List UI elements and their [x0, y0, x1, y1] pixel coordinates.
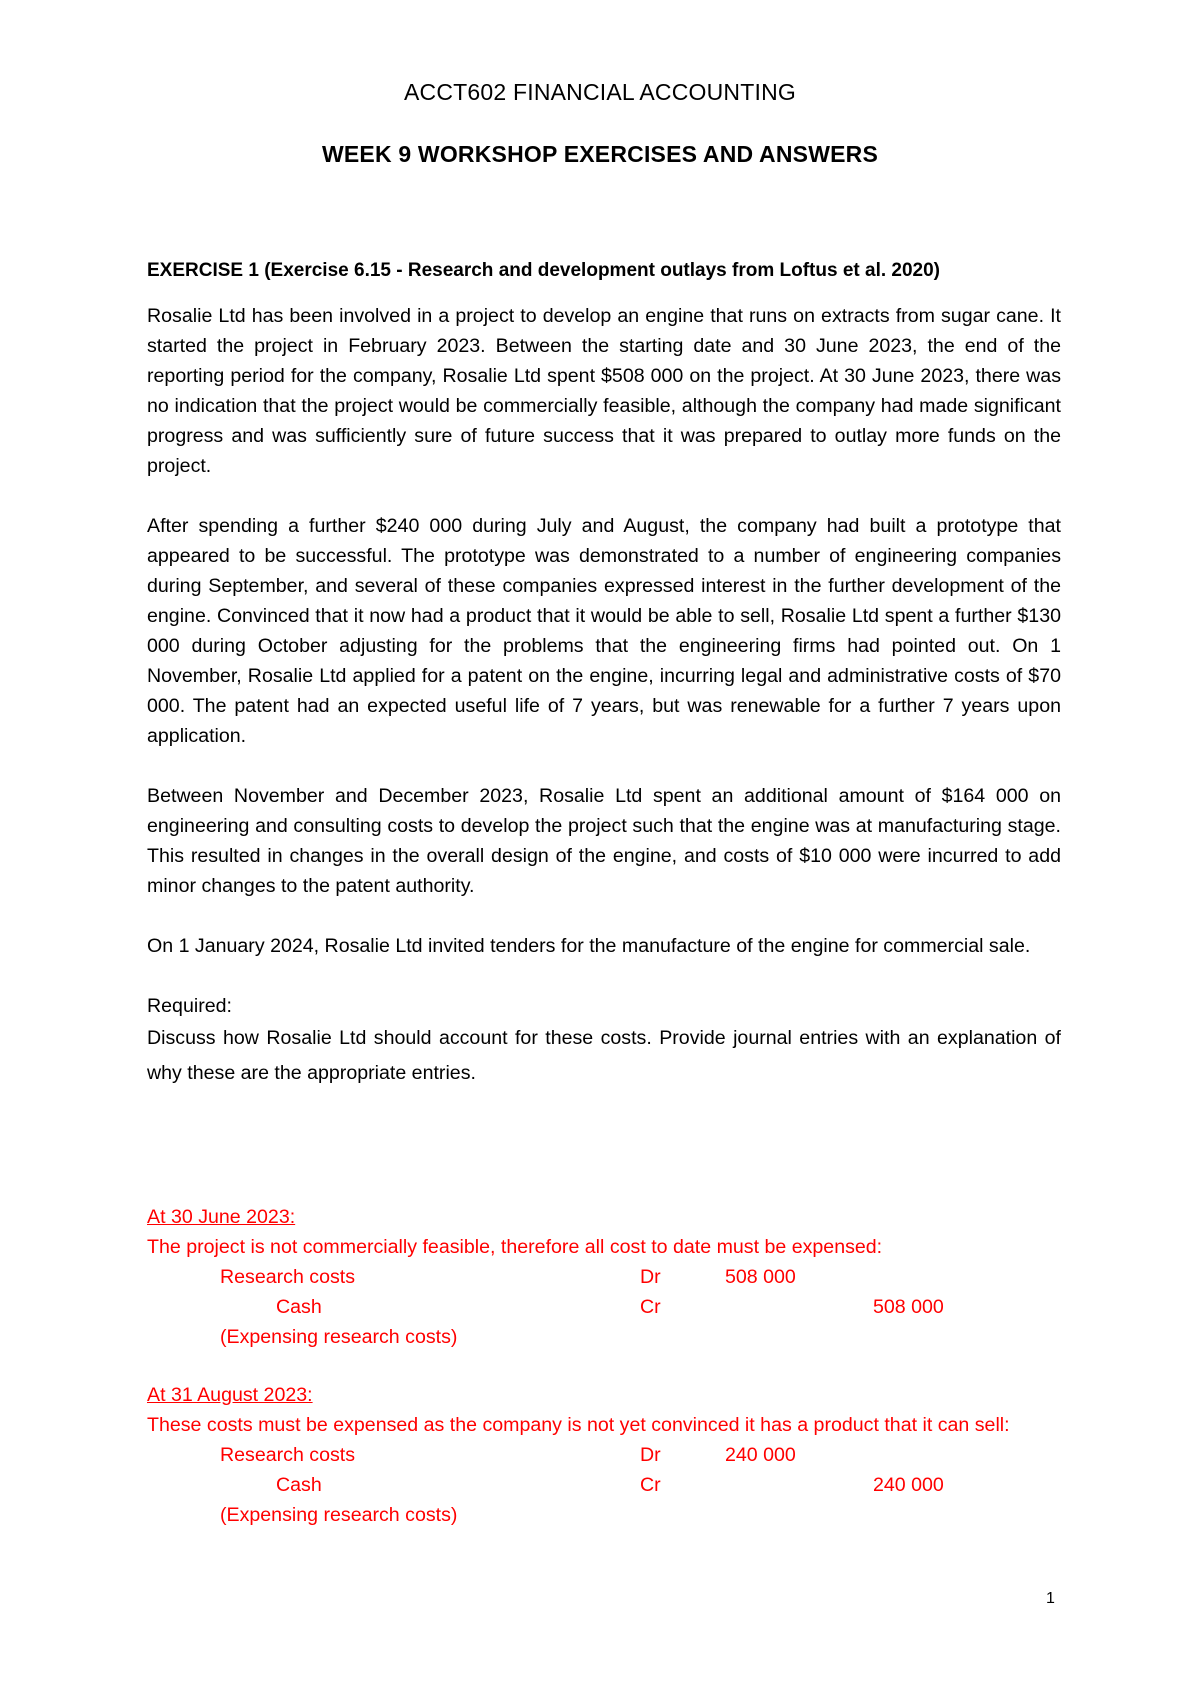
- journal-credit-row: [147, 1292, 1061, 1322]
- debit-amount: 508 000: [725, 1266, 796, 1288]
- debit-marker: Dr: [640, 1266, 661, 1288]
- answer-note: These costs must be expensed as the company is not yet convinced it has a product that it can sell:: [147, 1414, 1010, 1436]
- page-number: 1: [1046, 1590, 1055, 1607]
- exercise-paragraph-2: After spending a further $240 000 during July and August, the company had built a prototype that appeared to be successful. The prototype was demonstrated to a number of engineering companies during September, and several of these companies expressed interest in the further development of the engine. Convinced that it now had a product that it would be able to sell, Rosalie Ltd spent a further $130 000 during October adjusting for the problems that the engineering firms had pointed out. On 1 November, Rosalie Ltd applied for a patent on the engine, incurring legal and administrative costs of $70 000. The patent had an expected useful life of 7 years, but was renewable for a further 7 years upon application.: [147, 515, 1061, 747]
- required-text: Discuss how Rosalie Ltd should account for these costs. Provide journal entries with an explanation of why these are the appropriate entries.: [147, 1027, 1061, 1084]
- answers-section: [147, 1202, 1061, 1558]
- credit-marker: Cr: [640, 1296, 661, 1318]
- answer-date-heading: At 31 August 2023:: [147, 1384, 313, 1406]
- workshop-title: WEEK 9 WORKSHOP EXERCISES AND ANSWERS: [321, 141, 879, 167]
- exercise-heading: EXERCISE 1 (Exercise 6.15 - Research and development outlays from Loftus et al. 2020): [147, 260, 941, 281]
- journal-debit-row: [147, 1262, 1061, 1292]
- answer-block: [147, 1202, 1061, 1352]
- required-label: Required:: [147, 995, 232, 1017]
- credit-amount: 240 000: [873, 1474, 944, 1496]
- journal-credit-row: [147, 1470, 1061, 1500]
- credit-account: Cash: [276, 1296, 322, 1318]
- credit-amount: 508 000: [873, 1296, 944, 1318]
- journal-debit-row: [147, 1440, 1061, 1470]
- debit-amount: 240 000: [725, 1444, 796, 1466]
- credit-marker: Cr: [640, 1474, 661, 1496]
- answer-block: [147, 1380, 1061, 1530]
- debit-marker: Dr: [640, 1444, 661, 1466]
- debit-account: Research costs: [220, 1266, 356, 1288]
- exercise-section: [147, 256, 1061, 1091]
- journal-narration: (Expensing research costs): [220, 1326, 458, 1348]
- answer-note: The project is not commercially feasible, therefore all cost to date must be expensed:: [147, 1236, 883, 1258]
- answer-date-heading: At 30 June 2023:: [147, 1206, 296, 1228]
- credit-account: Cash: [276, 1474, 322, 1496]
- journal-narration: (Expensing research costs): [220, 1504, 458, 1526]
- exercise-paragraph-3: Between November and December 2023, Rosalie Ltd spent an additional amount of $164 000 on engineering and consulting costs to develop the project such that the engine was at manufacturing stage. This resulted in changes in the overall design of the engine, and costs of $10 000 were incurred to add minor changes to the patent authority.: [147, 785, 1061, 897]
- course-title: ACCT602 FINANCIAL ACCOUNTING: [404, 79, 796, 105]
- exercise-paragraph-4: On 1 January 2024, Rosalie Ltd invited tenders for the manufacture of the engine for commercial sale.: [147, 935, 1031, 957]
- debit-account: Research costs: [220, 1444, 356, 1466]
- exercise-paragraph-1: Rosalie Ltd has been involved in a project to develop an engine that runs on extracts from sugar cane. It started the project in February 2023. Between the starting date and 30 June 2023, the end of the reporting period for the company, Rosalie Ltd spent $508 000 on the project. At 30 June 2023, there was no indication that the project would be commercially feasible, although the company had made significant progress and was sufficiently sure of future success that it was prepared to outlay more funds on the project.: [147, 305, 1061, 477]
